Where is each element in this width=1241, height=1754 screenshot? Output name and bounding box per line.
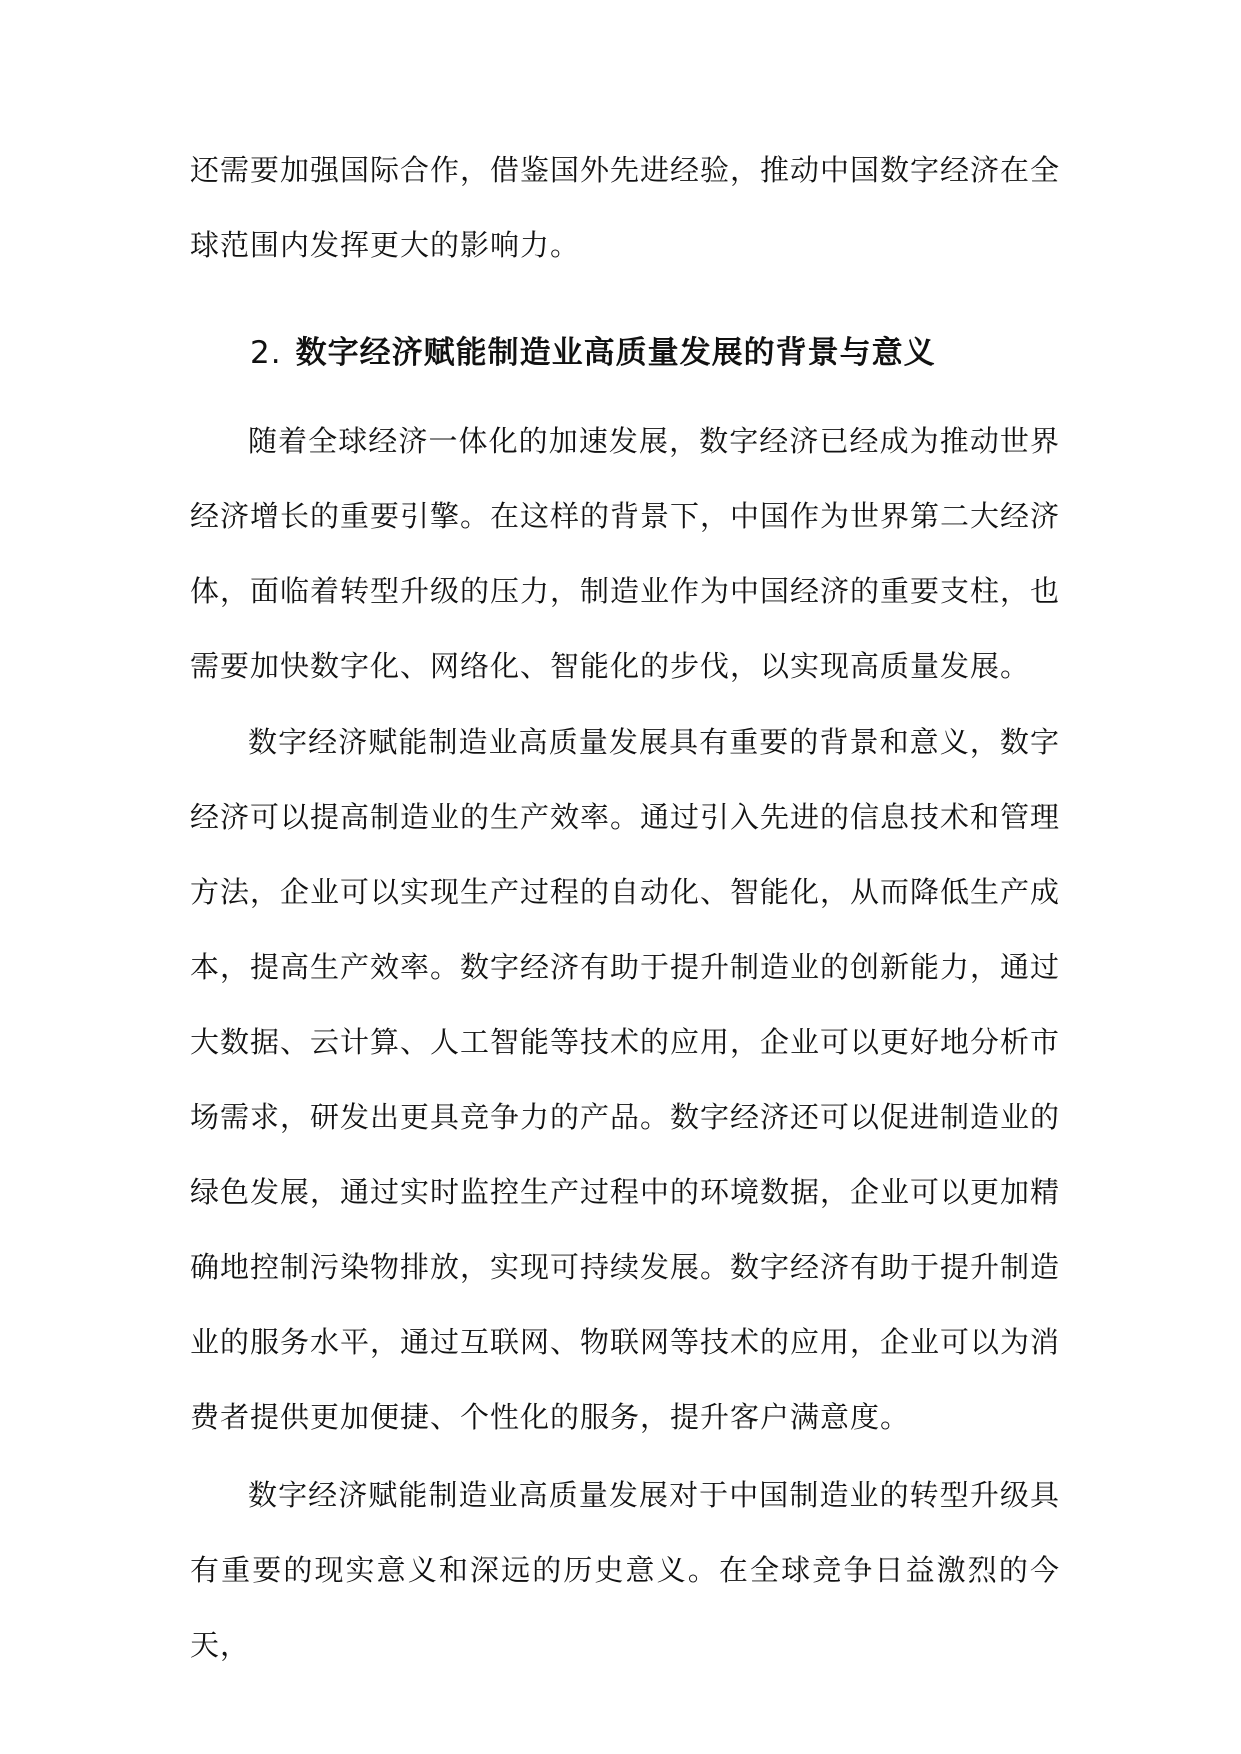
body-paragraph-transformation: 数字经济赋能制造业高质量发展对于中国制造业的转型升级具有重要的现实意义和深远的历史意义。在全球竞争日益激烈的今天， — [190, 1478, 1060, 1662]
continued-paragraph: 还需要加强国际合作，借鉴国外先进经验，推动中国数字经济在全球范围内发挥更大的影响力。 — [190, 153, 1061, 262]
body-paragraph-background: 随着全球经济一体化的加速发展，数字经济已经成为推动世界经济增长的重要引擎。在这样的背景下，中国作为世界第二大经济体，面临着转型升级的压力，制造业作为中国经济的重要支柱，也需要加快数字化、网络化、智能化的步伐，以实现高质量发展。 — [190, 424, 1061, 683]
body-paragraph-significance: 数字经济赋能制造业高质量发展具有重要的背景和意义，数字经济可以提高制造业的生产效率。通过引入先进的信息技术和管理方法，企业可以实现生产过程的自动化、智能化，从而降低生产成本，提高生产效率。数字经济有助于提升制造业的创新能力，通过大数据、云计算、人工智能等技术的应用，企业可以更好地分析市场需求，研发出更具竞争力的产品。数字经济还可以促进制造业的绿色发展，通过实时监控生产过程中的环境数据，企业可以更加精确地控制污染物排放，实现可持续发展。数字经济有助于提升制造业的服务水平，通过互联网、物联网等技术的应用，企业可以为消费者提供更加便捷、个性化的服务，提升客户满意度。 — [190, 725, 1061, 1434]
section-number: 2. — [250, 335, 282, 371]
section-title: 数字经济赋能制造业高质量发展的背景与意义 — [295, 335, 936, 371]
section-heading — [250, 323, 1060, 383]
